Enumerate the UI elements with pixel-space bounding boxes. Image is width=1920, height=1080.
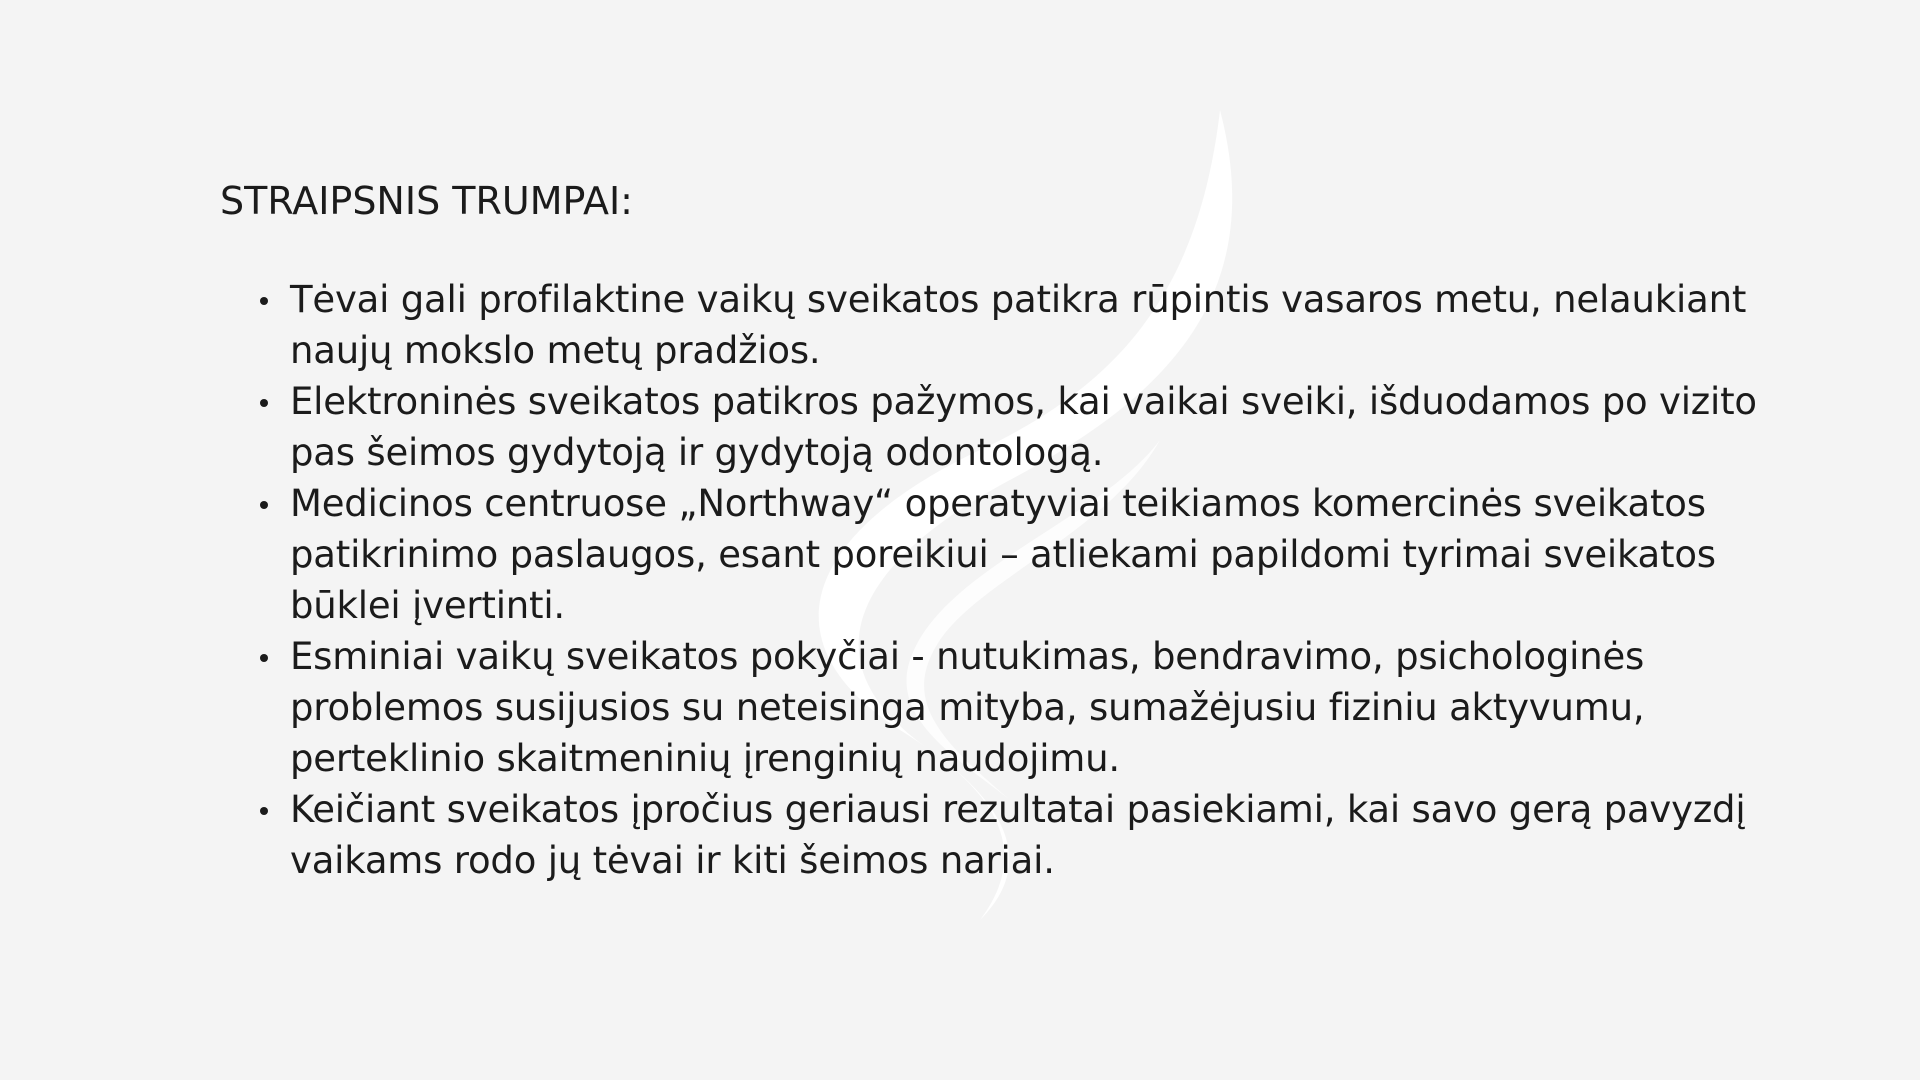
summary-bullet-2 [290, 376, 1760, 478]
summary-bullet-3 [290, 478, 1760, 631]
article-summary [220, 176, 1780, 886]
summary-bullet-text: Medicinos centruose „Northway“ operatyviai teikiamos komercinės sveikatos patikrinimo paslaugos, esant poreikiui – atliekami papildomi tyrimai sveikatos būklei įvertinti. [290, 482, 1716, 627]
summary-bullet-text: Keičiant sveikatos įpročius geriausi rezultatai pasiekiami, kai savo gerą pavyzdį vaikams rodo jų tėvai ir kiti šeimos nariai. [290, 788, 1746, 882]
summary-bullet-text: Tėvai gali profilaktine vaikų sveikatos patikra rūpintis vasaros metu, nelaukiant naujų mokslo metų pradžios. [290, 278, 1747, 372]
summary-title: STRAIPSNIS TRUMPAI: [220, 179, 633, 223]
summary-bullet-text: Elektroninės sveikatos patikros pažymos, kai vaikai sveiki, išduodamos po vizito pas šeimos gydytoją ir gydytoją odontologą. [290, 380, 1757, 474]
summary-bullet-4 [290, 631, 1760, 784]
bullet-dot-icon [260, 399, 268, 407]
summary-bullet-5 [290, 784, 1760, 886]
summary-bullet-list [220, 274, 1780, 886]
bullet-dot-icon [260, 501, 268, 509]
bullet-dot-icon [260, 654, 268, 662]
bullet-dot-icon [260, 297, 268, 305]
summary-bullet-1 [290, 274, 1760, 376]
summary-bullet-text: Esminiai vaikų sveikatos pokyčiai - nutukimas, bendravimo, psichologinės problemos susijusios su neteisinga mityba, sumažėjusiu fiziniu aktyvumu, perteklinio skaitmeninių įrenginių naudojimu. [290, 635, 1645, 780]
bullet-dot-icon [260, 807, 268, 815]
